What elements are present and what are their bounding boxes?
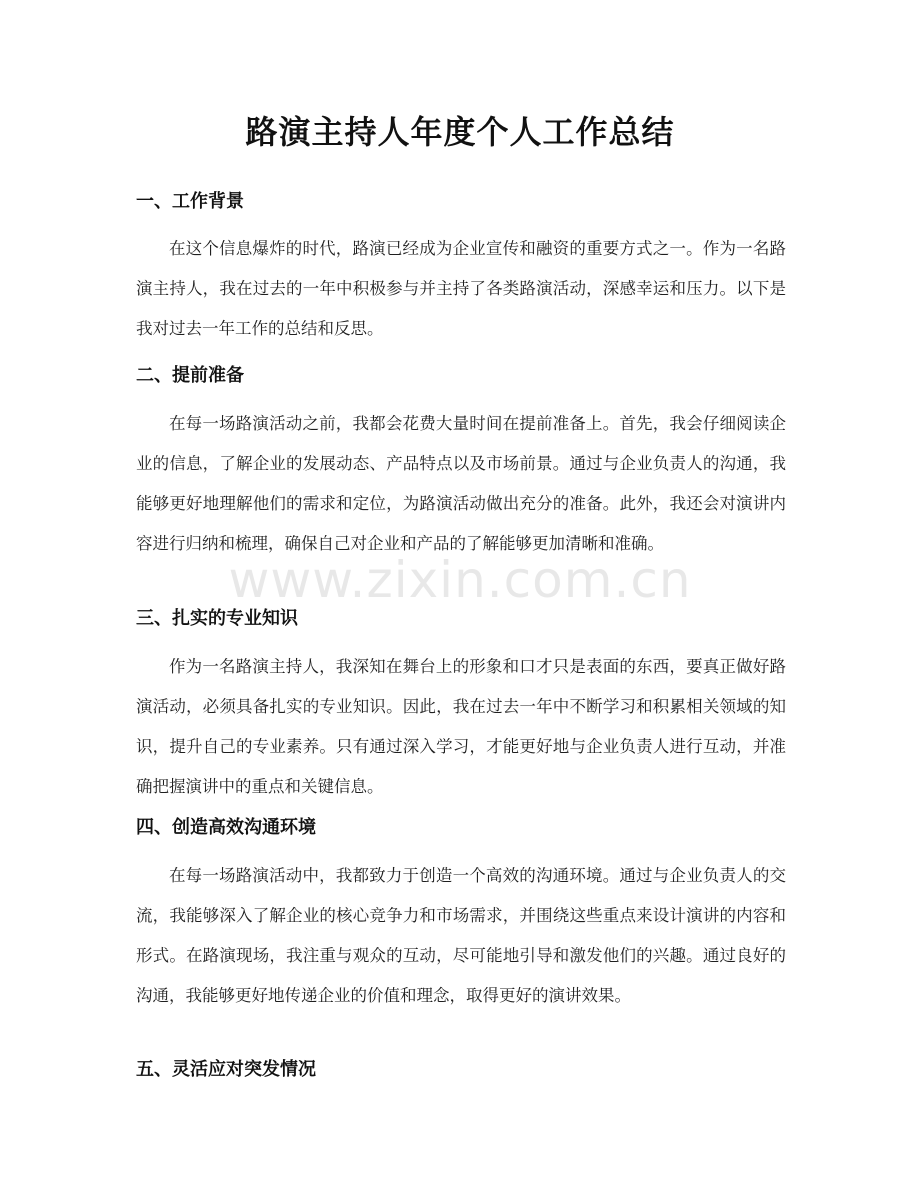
section-heading-background: 一、工作背景 xyxy=(136,191,244,212)
document-title: 路演主持人年度个人工作总结 xyxy=(245,113,675,151)
section-heading-preparation: 二、提前准备 xyxy=(136,365,244,386)
section-heading-expertise: 三、扎实的专业知识 xyxy=(136,608,298,629)
watermark: www.zixin.com.cn xyxy=(228,551,692,609)
section-heading-contingency: 五、灵活应对突发情况 xyxy=(136,1059,316,1080)
section-paragraph-preparation: 在每一场路演活动之前，我都会花费大量时间在提前准备上。首先，我会仔细阅读企业的信息，了解企业的发展动态、产品特点以及市场前景。通过与企业负责人的沟通，我能够更好地理解他们的需求和定位，为路演活动做出充分的准备。此外，我还会对演讲内容进行归纳和梳理，确保自己对企业和产品的了解能够更加清晰和准确。 xyxy=(136,414,786,553)
section-paragraph-expertise: 作为一名路演主持人，我深知在舞台上的形象和口才只是表面的东西，要真正做好路演活动，必须具备扎实的专业知识。因此，我在过去一年中不断学习和积累相关领域的知识，提升自己的专业素养。只有通过深入学习，才能更好地与企业负责人进行互动，并准确把握演讲中的重点和关键信息。 xyxy=(136,657,786,796)
section-paragraph-communication: 在每一场路演活动中，我都致力于创造一个高效的沟通环境。通过与企业负责人的交流，我能够深入了解企业的核心竞争力和市场需求，并围绕这些重点来设计演讲的内容和形式。在路演现场，我注重与观众的互动，尽可能地引导和激发他们的兴趣。通过良好的沟通，我能够更好地传递企业的价值和理念，取得更好的演讲效果。 xyxy=(136,866,786,1005)
section-paragraph-background: 在这个信息爆炸的时代，路演已经成为企业宣传和融资的重要方式之一。作为一名路演主持人，我在过去的一年中积极参与并主持了各类路演活动，深感幸运和压力。以下是我对过去一年工作的总结和反思。 xyxy=(136,239,786,338)
section-heading-communication: 四、创造高效沟通环境 xyxy=(136,817,316,838)
